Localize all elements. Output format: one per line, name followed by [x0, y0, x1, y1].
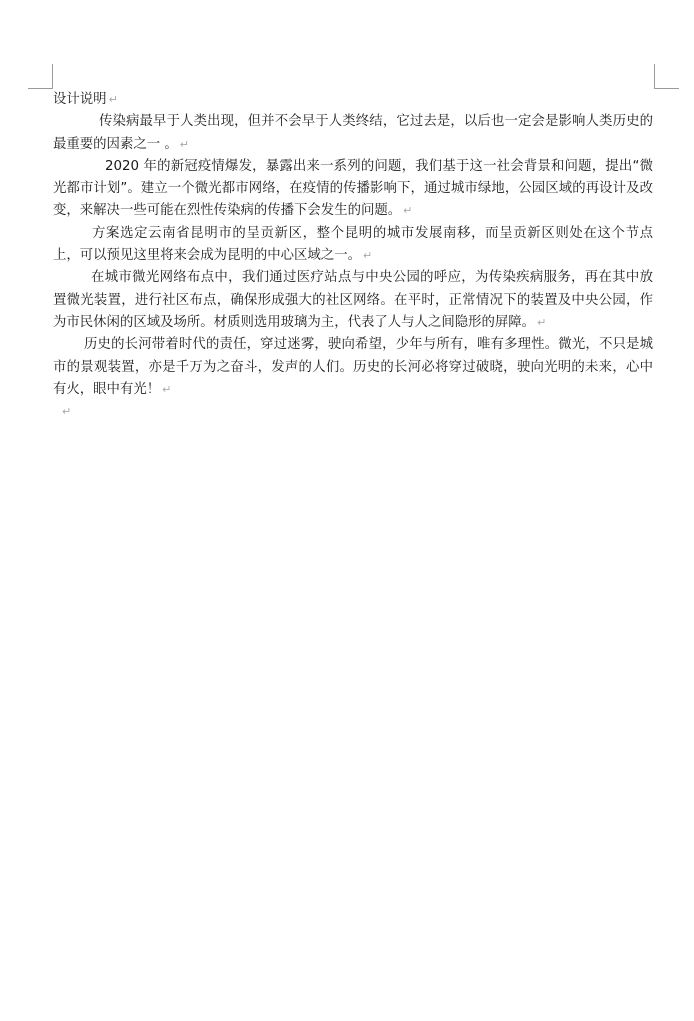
paragraph-5	[53, 334, 653, 401]
paragraph-text: 传染病最早于人类出现，但并不会早于人类终结，它过去是，以后也一定会是影响人类历史的最重要的因素之一 。	[53, 114, 653, 152]
paragraph-text: 在城市微光网络布点中，我们通过医疗站点与中央公园的呼应，为传染疾病服务，再在其中放置微光装置，进行社区布点，确保形成强大的社区网络。在平时，正常情况下的装置及中央公园，作为市民休闲的区域及场所。材质则选用玻璃为主，代表了人与人之间隐形的屏障。	[53, 270, 653, 330]
paragraph-text: 2020 年的新冠疫情爆发，暴露出来一系列的问题，我们基于这一社会背景和问题，提出“微光都市计划”。建立一个微光都市网络，在疫情的传播影响下，通过城市绿地，公园区域的再设计及改变，来解决一些可能在烈性传染病的传播下会发生的问题。	[53, 158, 653, 219]
document-title	[53, 89, 653, 111]
paragraph-mark-icon: ↵	[179, 137, 189, 151]
paragraph-4	[53, 267, 653, 334]
document-body[interactable]	[53, 89, 653, 423]
paragraph-mark-icon: ↵	[162, 382, 172, 396]
paragraph-mark-icon: ↵	[362, 249, 373, 263]
paragraph-mark-icon: ↵	[108, 93, 118, 106]
paragraph-2	[53, 156, 653, 223]
paragraph-mark-icon: ↵	[403, 204, 413, 218]
top-right-margin-mark	[654, 64, 679, 89]
paragraph-3	[53, 223, 653, 268]
top-left-margin-mark	[28, 64, 53, 89]
empty-paragraph	[53, 401, 653, 423]
title-text: 设计说明	[53, 92, 107, 107]
paragraph-mark-icon: ↵	[537, 315, 547, 329]
paragraph-mark-icon: ↵	[62, 405, 72, 419]
paragraph-1	[53, 111, 653, 156]
paragraph-text: 历史的长河带着时代的责任，穿过迷雾，驶向希望，少年与所有，唯有多理性。微光，不只是城市的景观装置，亦是千万为之奋斗，发声的人们。历史的长河必将穿过破晓，驶向光明的未来，心中有火，眼中有光！	[53, 337, 653, 397]
paragraph-text: 方案选定云南省昆明市的呈贡新区，整个昆明的城市发展南移，而呈贡新区则处在这个节点上，可以预见这里将来会成为昆明的中心区域之一。	[53, 225, 653, 264]
